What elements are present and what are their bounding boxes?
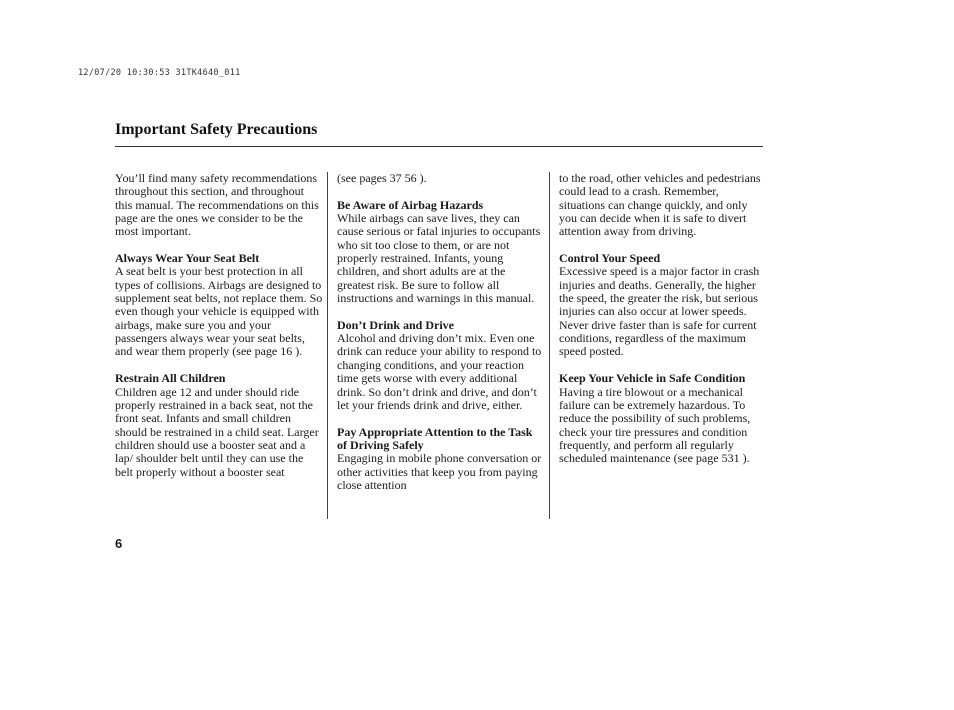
section-body: You’ll find many safety recommendations throughout this section, and throughout this manual. The recommendations on this page are the ones we consider to be the most important.	[115, 171, 319, 239]
section	[559, 252, 763, 359]
section-heading: Always Wear Your Seat Belt	[115, 251, 260, 266]
title-rule	[115, 146, 763, 147]
column-divider-1	[327, 172, 328, 519]
section-body: (see pages 37 56 ).	[337, 171, 427, 185]
section-heading: Keep Your Vehicle in Safe Condition	[559, 371, 746, 386]
column-3	[559, 172, 763, 466]
section	[115, 252, 324, 359]
section-heading: Be Aware of Airbag Hazards	[337, 197, 484, 212]
section-body: While airbags can save lives, they can cause serious or fatal injuries to occupants who sit too close to them, or are not properly restrained. Infants, young children, and short adults are at the greatest risk. Be sure to follow all instructions and warnings in this manual.	[337, 211, 541, 306]
section	[337, 426, 543, 493]
section	[559, 372, 763, 465]
section-body: Excessive speed is a major factor in crash injuries and deaths. Generally, the higher the speed, the greater the risk, but serious injuries can also occur at lower speeds. Never drive faster than is safe for current conditions, regardless of the maximum speed posted.	[559, 264, 760, 359]
column-1	[115, 172, 324, 479]
column-divider-2	[549, 172, 550, 519]
page-number: 6	[115, 536, 123, 551]
section-body: A seat belt is your best protection in all types of collisions. Airbags are designed to supplement seat belts, not replace them. So even though your vehicle is equipped with airbags, make sure you and your passengers always wear your seat belts, and wear them properly (see page 16 ).	[115, 264, 323, 359]
page-title: Important Safety Precautions	[115, 121, 318, 138]
section	[337, 199, 543, 306]
section	[337, 172, 543, 185]
section-heading: Restrain All Children	[115, 371, 226, 386]
section-body: Engaging in mobile phone conversation or other activities that keep you from paying close attention	[337, 451, 542, 492]
section-body: Alcohol and driving don’t mix. Even one drink can reduce your ability to respond to changing conditions, and your reaction time gets worse with every additional drink. So don’t drink and drive, and don’t let your friends drink and drive, either.	[337, 331, 542, 412]
section-heading: Don’t Drink and Drive	[337, 317, 455, 332]
column-2	[337, 172, 543, 492]
section-heading: Control Your Speed	[559, 251, 661, 266]
section-body: Children age 12 and under should ride properly restrained in a back seat, not the front seat. Infants and small children should be restrained in a child seat. Larger children should use a booster seat and a lap/ shoulder belt until they can use the belt properly without a booster seat	[115, 384, 319, 479]
section-body: to the road, other vehicles and pedestrians could lead to a crash. Remember, situations can change quickly, and only you can decide when it is safe to divert attention away from driving.	[559, 171, 761, 239]
section	[115, 172, 324, 239]
section-body: Having a tire blowout or a mechanical failure can be extremely hazardous. To reduce the possibility of such problems, check your tire pressures and condition frequently, and perform all regularly scheduled maintenance (see page 531 ).	[559, 384, 751, 466]
section-heading: Pay Appropriate Attention to the Task of Driving Safely	[337, 424, 533, 452]
section	[337, 319, 543, 412]
section	[115, 372, 324, 479]
section	[559, 172, 763, 239]
print-timestamp: 12/07/20 10:30:53 31TK4640_011	[78, 68, 241, 78]
